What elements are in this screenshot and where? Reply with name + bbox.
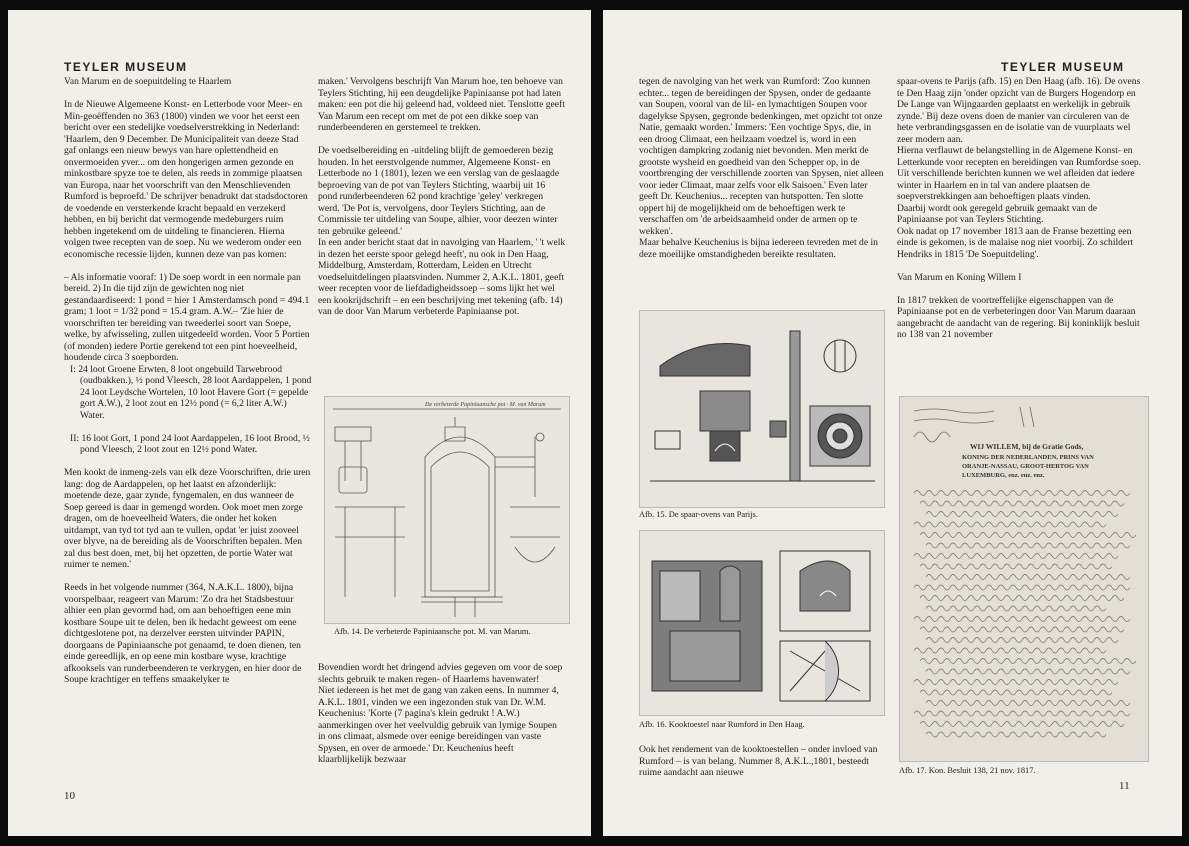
section-heading-soepuitdeling: Van Marum en de soepuitdeling te Haarlem	[64, 76, 232, 87]
teyler-museum-logo	[64, 60, 188, 74]
paragraph: spaar-ovens te Parijs (afb. 15) en Den Haag (afb. 16). De ovens te Den Haag zijn 'onder opzicht van de Burgers Hogendorp en De Lange van Wijngaarden geplaatst en werkelijk in gebruik zynde.' Bij deze ovens doen de manier van circuleren van de hete verbrandingsgassen en de isolatie van de vuurplaats wel zeer modern aan.	[897, 76, 1141, 145]
right-column-2	[897, 76, 1145, 352]
figure-handwritten-title: De verbeterde Papiniaansche pot · M. van Marum	[425, 402, 546, 408]
decree-print-line: KONING DER NEDERLANDEN, PRINS VAN	[962, 454, 1094, 461]
paragraph: In een ander bericht staat dat in navolging van Haarlem, ' 't welk in dezen het eerste spoor gelegd heeft', nu ook in Den Haag, Middelburg, Amsterdam, Rotterdam, Leiden en Utrecht voedseluitdelingen plaatsvinden. Nummer 2, A.K.L. 1801, geeft weer recepten voor de liefdadigheidssoep – soms lijkt het wel een kookrijdschrift – en een beschrijving met tekening (afb. 14) van de door Van Marum verbeterde Papiniaanse pot.	[318, 237, 566, 317]
logo-text: TEYLER MUSEUM	[1001, 60, 1125, 74]
decree-print-line: WIJ WILLEM, bij de Gratie Gods,	[970, 442, 1084, 451]
royal-decree-handwriting	[900, 397, 1148, 761]
recipe-1: I: 24 loot Groene Erwten, 8 loot ongebuild Tarwebrood (oudbakken.), ½ pond Vleesch, 28 loot Aardappelen, 1 pond 24 loot Leydsche Wortelen, 10 loot Havere Gort (= gepelde gort A.W.), 2 loot zout en 12½ pond (= 6,2 liter A.W.) Water.	[70, 363, 312, 421]
papin-pot-drawing	[325, 397, 569, 623]
figure-papin-pot	[324, 396, 570, 624]
paragraph: In de Nieuwe Algemeene Konst- en Letterbode voor Meer- en Min-geoëffenden no 363 (1800) vinden we voor het eerst een bericht over een stedelijke voedselverstrekking in Nederland: 'Haarlem, den 9 December. De Municipaliteit van deeze Stad gaf onlangs een nieuw bewys van hare oplettendheid en onvermoeiden yver... om den hongerigen armen gezonde en minkostbare spyze toe te delen, als reeds in zommige plaatsen van Europa, naar het voorschrift van den Menschlievenden Rumford is beproefd.' De schrijver benadrukt dat stadsdoctoren de voedende en versterkende kracht bepaald en verzekerd hebben, en bij bericht dat vermogende medeburgers ruim hebben ingetekend om de uitdeling te financieren. Hierna volgen twee recepten van de soep. Nu we wederom onder een economische recessie lijden, kunnen deze van pas komen:	[64, 99, 308, 260]
section-heading-koning-willem: Van Marum en Koning Willem I	[897, 271, 1022, 283]
teyler-museum-logo	[1001, 60, 1125, 74]
decree-print-line: LUXEMBURG, enz. enz. enz.	[962, 472, 1045, 479]
paragraph: In 1817 trekken de voortreffelijke eigenschappen van de Papiniaanse pot en de verbeteringen door Van Marum daaraan aangebracht de aandacht van de regering. Bij koninklijk besluit no 138 van 21 november	[897, 294, 1140, 340]
logo-text: TEYLER MUSEUM	[64, 60, 188, 74]
left-page	[8, 10, 591, 836]
paragraph: tegen de navolging van het werk van Rumford: 'Zoo kunnen echter... tegen de bereidingen der Spysen, onder de gedaante van Soupen, vooral van de lil- en lymachtigen Soupen voor dagelykse Spysen, gegronde bedenkingen, met opzicht tot onze Natie, gemaakt worden.' Immers: 'Een vochtige Spys, die, in een droog Climaat, een heilzaam voedzel is, word in een vochtigen dampkring zodanig niet bevonden. Men merkt de grootste wysheid en goedheid van den Schepper op, in de voortbrenging der verschillende zoorten van Spysen, niet alleen voor ieder Climaat, maar zelfs voor elk Saisoen.' Even later geeft Dr. Keuchenius... recepten van hutspotten. Ten slotte oppert hij de mogelijkheid om de behoeftigen werk te verschaffen om 'de arbeidsaamheid onder de armen op te wekken'.	[639, 76, 884, 237]
paragraph: Daarbij wordt ook geregeld gebruik gemaakt van de Papiniaanse pot van Teylers Stichting.	[897, 202, 1098, 225]
figure-14-caption: Afb. 14. De verbeterde Papiniaansche pot. M. van Marum.	[334, 627, 531, 636]
paragraph: Hierna verflauwt de belangstelling in de Algemene Konst- en Letterkunde voor recepten en bereidingen van Rumfordse soep. Uit verschillende berichten kunnen we wel afleiden dat iedere winter in Haarlem en in tal van andere plaatsen de soepverstrekkingen aan behoeftigen plaats vinden.	[897, 145, 1142, 202]
figure-royal-decree	[899, 396, 1149, 762]
paragraph: De voedselbereiding en -uitdeling blijft de gemoederen bezig houden. In het eerstvolgende nummer, Algemeene Konst- en Letterbode no 1 (1801), lezen we een verslag van de geslaagde beproeving van de pot van Teylers Stichting, waarbij uit 16 pond runderbeenderen 62 pond krachtige 'geley' verkregen werd. 'De Pot is, vervolgens, door Teylers Stichting, aan de Commissie ter uitdeling van Soupe, alhier, voor deezen winter ten gebruike geleend.'	[318, 145, 560, 237]
page-number-right: 11	[1119, 780, 1130, 792]
paragraph: Reeds in het volgende nummer (364, N.A.K.L. 1800), bijna voorspelbaar, reageert van Marum: 'Zo dra het Stadsbestuur alhier een plan gevormd had, om aan behoeftigen eene min kostbare Soupe uit te delen, ben ik hedacht geweest om eene dichtgeslotene pot, na derzelver eersten uitvinder PAPIN, doorgaans de Papiniaansche pot genaamd, te doen dienen, ten einde gereedlijk, en op eene min kostbare wyse, krachtige afkooksels van runderbeenderen te verkrygen, en hier door de Soupe krachtiger en teffens smaakelyker te	[64, 582, 302, 685]
spaar-ovens-drawing	[640, 311, 884, 507]
figure-17-caption: Afb. 17. Kon. Besluit 138, 21 nov. 1817.	[899, 766, 1036, 775]
paragraph: Ook nadat op 17 november 1813 aan de Franse bezetting een einde is gekomen, is de malaise nog niet voorbij. Zo schildert Hendriks in 1815 'De Soepuitdeling'.	[897, 225, 1134, 260]
kooktoestel-drawing	[640, 531, 884, 715]
decree-print-line: ORANJE-NASSAU, GROOT-HERTOG VAN	[962, 463, 1089, 470]
paragraph: Maar behalve Keuchenius is bijna iedereen tevreden met de in deze moeilijke omstandigheden bereikte resultaten.	[639, 237, 878, 260]
figure-spaar-ovens	[639, 310, 885, 508]
figure-16-caption: Afb. 16. Kooktoestel naar Rumford in Den Haag.	[639, 720, 805, 729]
right-column-1	[639, 76, 885, 272]
left-column-1	[64, 76, 312, 697]
paragraph: Ook het rendement van de kooktoestellen – onder invloed van Rumford – is van belang. Nummer 8, A.K.L.,1801, besteedt ruime aandacht aan nieuwe	[639, 744, 878, 778]
left-column-2-continued	[318, 662, 566, 777]
paragraph: – Als informatie vooraf: 1) De soep wordt in een normale pan bereid. 2) In die tijd zijn de gewichten nog niet gestandaardiseerd: 1 pond = hier 1 Amsterdamsch pond = 494.1 gram; 1 loot = 1/32 pond = 15.4 gram. A.W.– 'Zie hier de voorschriften ter bereiding van tweederlei soort van Soepe, welke, by afwisseling, zullen uitgedeeld worden. Voor 5 Portien (of monden) iedere Portie gerekend tot een pint hoeveelheid, houdende circa 3 soepborden.	[64, 271, 310, 363]
right-page	[603, 10, 1182, 836]
paragraph: Men kookt de inmeng-zels van elk deze Voorschriften, drie uren lang: dog de Aardappelen, op het laatst en afzonderlijk: moetende deze, gaar zynde, fyngemalen, en dus wanneer de Soep gereed is daar in gemengd worden. Ook moet men zorge dragen, om de hoeveelheid Waters, die onder het koken uitdampt, van tyd tot tyd aan te vullen, opdat 'er juist zooveel over blyve, na de bereiding als de Voorschriften bepalen. Men zal dus best doen, met, bij het opzetten, de portie Water wat ruimer te nemen.'	[64, 467, 311, 570]
paragraph: maken.' Vervolgens beschrijft Van Marum hoe, ten behoeve van Teylers Stichting, hij een deugdelijke Papiniaanse pot had laten maken: een pot die hij geleend had, voldeed niet. Tenslotte geeft Van Marum een recept om met de pot een dikke soep van runderbeenderen en gerstemeel te trekken.	[318, 76, 565, 133]
paragraph: Bovendien wordt het dringend advies gegeven om voor de soep slechts gebruik te maken regen- of Haarlems havenwater!	[318, 662, 563, 685]
figure-kooktoestel	[639, 530, 885, 716]
paragraph: Niet iedereen is het met de gang van zaken eens. In nummer 4, A.K.L. 1801, vinden we een ingezonden stuk van Dr. W.M. Keuchenius: 'Korte (7 pagina's klein gedrukt ! A.W.) aanmerkingen over het veelvuldig gebruik van lymige Soupen in ons climaat, alsmede over eenige bereidingen van vaste Spysen, en over de armoede.' Dr. Keuchenius heeft klaarblijkelijk bezwaar	[318, 685, 559, 765]
right-column-1-continued	[639, 744, 885, 790]
recipe-2: II: 16 loot Gort, 1 pond 24 loot Aardappelen, 16 loot Brood, ½ pond Vleesch, 2 loot zout en 12½ pond Water.	[70, 432, 310, 455]
figure-15-caption: Afb. 15. De spaar-ovens van Parijs.	[639, 510, 758, 519]
page-number-left: 10	[64, 790, 75, 802]
left-column-2	[318, 76, 566, 329]
